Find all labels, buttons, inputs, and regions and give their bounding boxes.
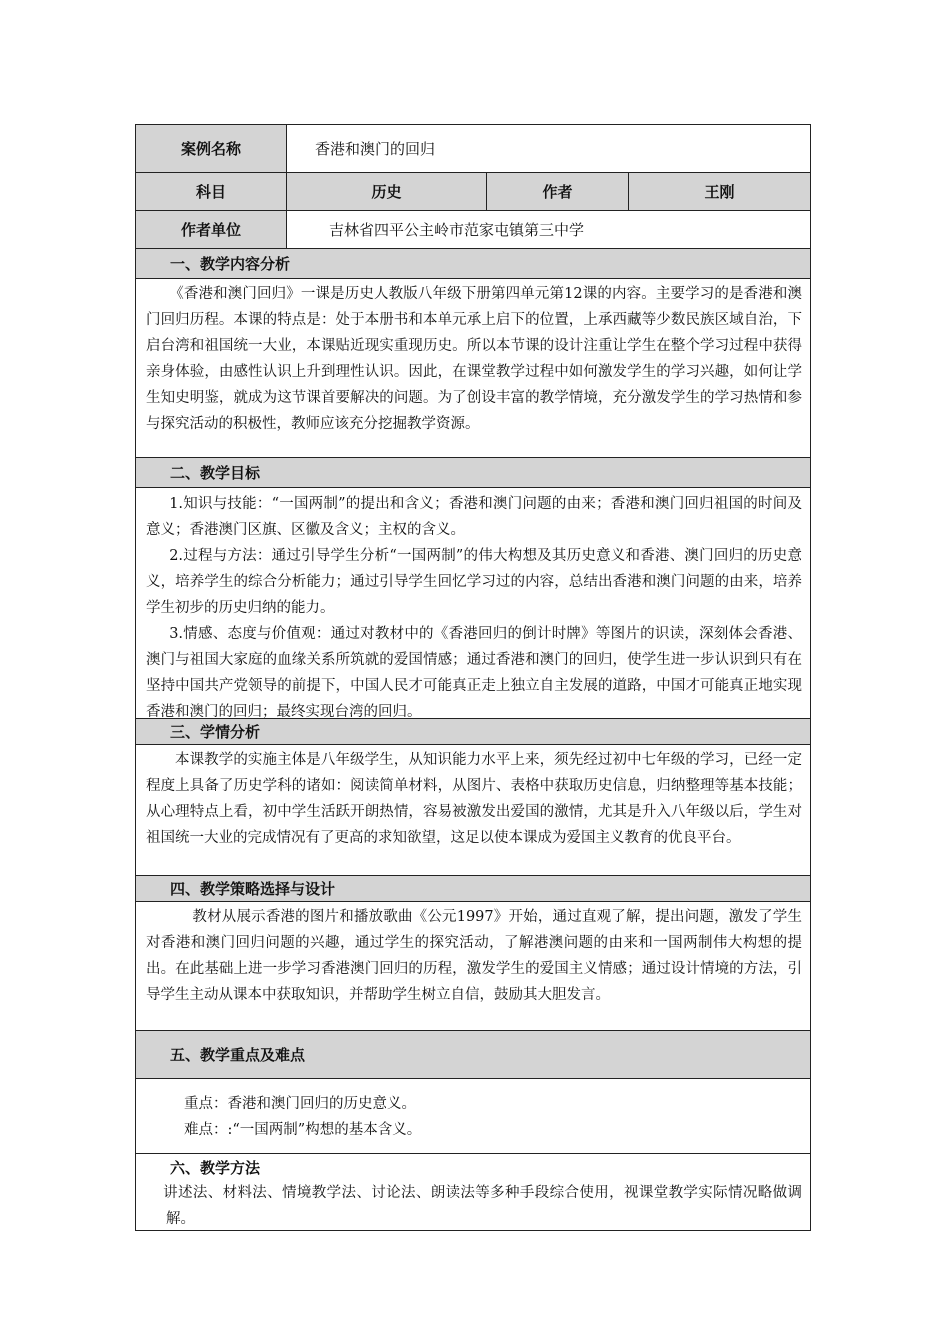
- subject-value: 历史: [286, 173, 486, 210]
- section-body: [136, 279, 810, 457]
- subject-label: 科目: [136, 173, 286, 210]
- section-body: [136, 1180, 810, 1230]
- section-content-analysis: [136, 249, 810, 458]
- section-body: [136, 488, 810, 718]
- section-strategy: [136, 876, 810, 1031]
- subject-author-row: [136, 173, 810, 211]
- section-title: 二、教学目标: [136, 458, 810, 488]
- paragraph: 讲述法、材料法、情境教学法、讨论法、朗读法等多种手段综合使用，视课堂教学实际情况略做调解。: [163, 1185, 802, 1227]
- author-value: 王刚: [628, 173, 810, 210]
- author-label: 作者: [486, 173, 628, 210]
- section-body: [136, 1079, 810, 1153]
- unit-value: 吉林省四平公主岭市范家屯镇第三中学: [286, 211, 810, 248]
- section-teaching-goals: [136, 458, 810, 719]
- case-name-row: [136, 125, 810, 173]
- paragraph: 《香港和澳门回归》一课是历史人教版八年级下册第四单元第12课的内容。主要学习的是香港和澳门回归历程。本课的特点是：处于本册书和本单元承上启下的位置，上承西藏等少数民族区域自治，下启台湾和祖国统一大业，本课贴近现实重现历史。所以本节课的设计注重让学生在整个学习过程中获得亲身体验，由感性认识上升到理性认识。因此，在课堂教学过程中如何激发学生的学习兴趣，如何让学生知史明鉴，就成为这节课首要解决的问题。为了创设丰富的教学情境，充分激发学生的学习热情和参与探究活动的积极性，教师应该充分挖掘教学资源。: [146, 286, 802, 432]
- paragraph: 难点：:“一国两制”构想的基本含义。: [184, 1122, 422, 1138]
- paragraph: 教材从展示香港的图片和播放歌曲《公元1997》开始，通过直观了解，提出问题，激发了学生对香港和澳门回归问题的兴趣，通过学生的探究活动，了解港澳问题的由来和一国两制伟大构想的提出。在此基础上进一步学习香港澳门回归的历程，激发学生的爱国主义情感；通过设计情境的方法，引导学生主动从课本中获取知识，并帮助学生树立自信，鼓励其大胆发言。: [146, 909, 802, 1003]
- case-name-label: 案例名称: [136, 125, 286, 172]
- section-teaching-methods: [136, 1154, 810, 1230]
- paragraph: 本课教学的实施主体是八年级学生，从知识能力水平上来，须先经过初中七年级的学习，已经一定程度上具备了历史学科的诸如：阅读简单材料，从图片、表格中获取历史信息，归纳整理等基本技能；从心理特点上看，初中学生活跃开朗热情，容易被激发出爱国的激情，尤其是升入八年级以后，学生对祖国统一大业的完成情况有了更高的求知欲望，这足以使本课成为爱国主义教育的优良平台。: [146, 752, 802, 846]
- section-title: 四、教学策略选择与设计: [136, 876, 810, 902]
- case-name-value: 香港和澳门的回归: [286, 125, 810, 172]
- section-title: 六、教学方法: [136, 1154, 810, 1180]
- unit-row: [136, 211, 810, 249]
- paragraph: 重点：香港和澳门回归的历史意义。: [184, 1096, 416, 1112]
- section-title: 一、教学内容分析: [136, 249, 810, 279]
- section-learner-analysis: [136, 719, 810, 876]
- paragraph: 3.情感、态度与价值观：通过对教材中的《香港回归的倒计时牌》等图片的识读，深刻体会香港、澳门与祖国大家庭的血缘关系所筑就的爱国情感；通过香港和澳门的回归，使学生进一步认识到只有在坚持中国共产党领导的前提下，中国人民才可能真正走上独立自主发展的道路，中国才可能真正地实现香港和澳门的回归；最终实现台湾的回归。: [146, 626, 802, 720]
- lesson-plan-table: [135, 124, 811, 1231]
- section-key-points: [136, 1031, 810, 1154]
- paragraph: 1.知识与技能：“一国两制”的提出和含义；香港和澳门问题的由来；香港和澳门回归祖国的时间及意义；香港澳门区旗、区徽及含义；主权的含义。: [146, 496, 802, 538]
- section-title: 三、学情分析: [136, 719, 810, 745]
- unit-label: 作者单位: [136, 211, 286, 248]
- paragraph: 2.过程与方法：通过引导学生分析“一国两制”的伟大构想及其历史意义和香港、澳门回归的历史意义，培养学生的综合分析能力；通过引导学生回忆学习过的内容，总结出香港和澳门问题的由来，培养学生初步的历史归纳的能力。: [146, 548, 802, 616]
- section-title: 五、教学重点及难点: [136, 1031, 810, 1079]
- section-body: [136, 902, 810, 1030]
- section-body: [136, 745, 810, 875]
